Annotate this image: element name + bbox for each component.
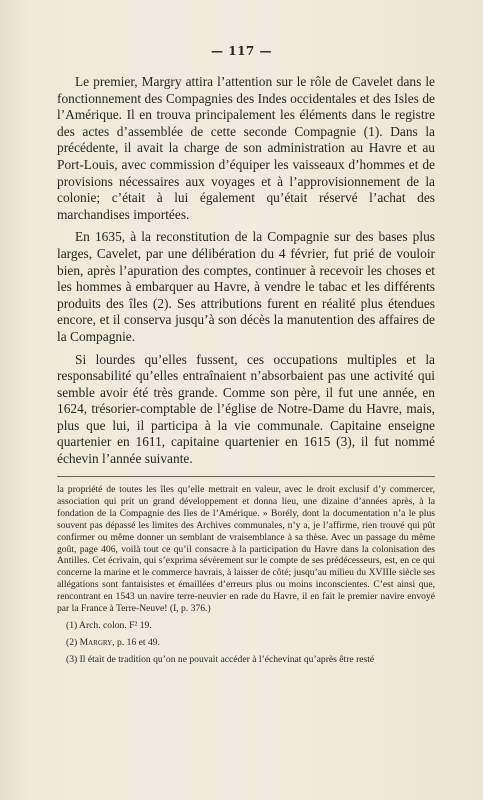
footnote-2-suffix: , p. 16 et 49. — [112, 636, 160, 648]
footnotes — [57, 484, 435, 671]
footnote-2-author: Margry — [79, 636, 113, 648]
footnote-1: (1) Arch. colon. F² 19. — [66, 619, 152, 631]
paragraph: En 1635, à la reconstitution de la Compagnie sur des bases plus larges, Cavelet, par une délibération du 4 février, fut prié de vouloir bien, après l’apuration des comptes, continuer à recevoir les choses et les hommes à embarquer au Havre, à vendre le tabac et les différents produits des îles (2). Ses attributions furent en réalité plus étendues encore, et il conserva jusqu’à son décès la manutention des affaires de la Compagnie. — [57, 229, 435, 344]
footnote-2-prefix: (2) — [66, 636, 80, 648]
footnote-2 — [57, 637, 435, 649]
footnote-3: (3) Il était de tradition qu’on ne pouvait accéder à l’échevinat qu’après être resté — [66, 653, 375, 665]
footnote-continuation: la propriété de toutes les îles qu’elle mettrait en valeur, avec le droit exclusif d’y commercer, association qui prit un grand développement et donna lieu, une dizaine d’années après, à la fondation de la Compagnie des Iles de l’Amérique. » Borély, dont la documentation n’a le plus souvent pas dépassé les limites des Archives communales, n’y a, je l’affirme, rien trouvé qui pût confirmer ou même donner un semblant de vraisemblance à sa thèse. Avec un passage du même goût, page 406, voilà tout ce qu’il consacre à la participation du Havre dans la colonisation des Antilles. Cet écrivain, qui s’exprima sévèrement sur le compte de ses prédécesseurs, est, en ce qui concerne la marine et le commerce havrais, à laisser de côté; jusqu’au milieu du XVIIIe siècle ses allégations sont fantaisistes et émaillées d’erreurs plus ou moins inconscientes. C’est ainsi que, rencontrant en 1543 un navire terre-neuvier en rade du Havre, il en fait le premier navire envoyé par la France à Terre-Neuve! (I, p. 376.) — [57, 484, 435, 615]
paragraph: Si lourdes qu’elles fussent, ces occupations multiples et la responsabilité qu’elles entraînaient n’absorbaient pas une activité qui semble avoir été très grande. Comme son père, il fut une année, en 1624, trésorier-comptable de l’église de Notre-Dame du Havre, mais, plus que lui, il participa à la vie communale. Capitaine enseigne quartenier en 1611, capitaine quartenier en 1615 (3), il fut nommé échevin l’année suivante. — [57, 351, 435, 467]
paragraph: Le premier, Margry attira l’attention sur le rôle de Cavelet dans le fonctionnement des Compagnies des Indes occidentales et des Isles de l’Amérique. Il en trouva principalement les éléments dans le registre des actes d’assemblée de cette seconde Compagnie (1). Dans la précédente, il avait la charge de son administration au Havre et au Port-Louis, avec commission d’équiper les vaisseaux d’hommes et de provisions nécessaires aux voyages et à l’approvisionnement de la colonie; c’était à lui également qu’était réservé l’achat des marchandises importées. — [57, 74, 435, 222]
page-number: — 117 — — [211, 44, 272, 58]
footnote-separator — [57, 476, 435, 477]
main-text — [57, 74, 435, 474]
